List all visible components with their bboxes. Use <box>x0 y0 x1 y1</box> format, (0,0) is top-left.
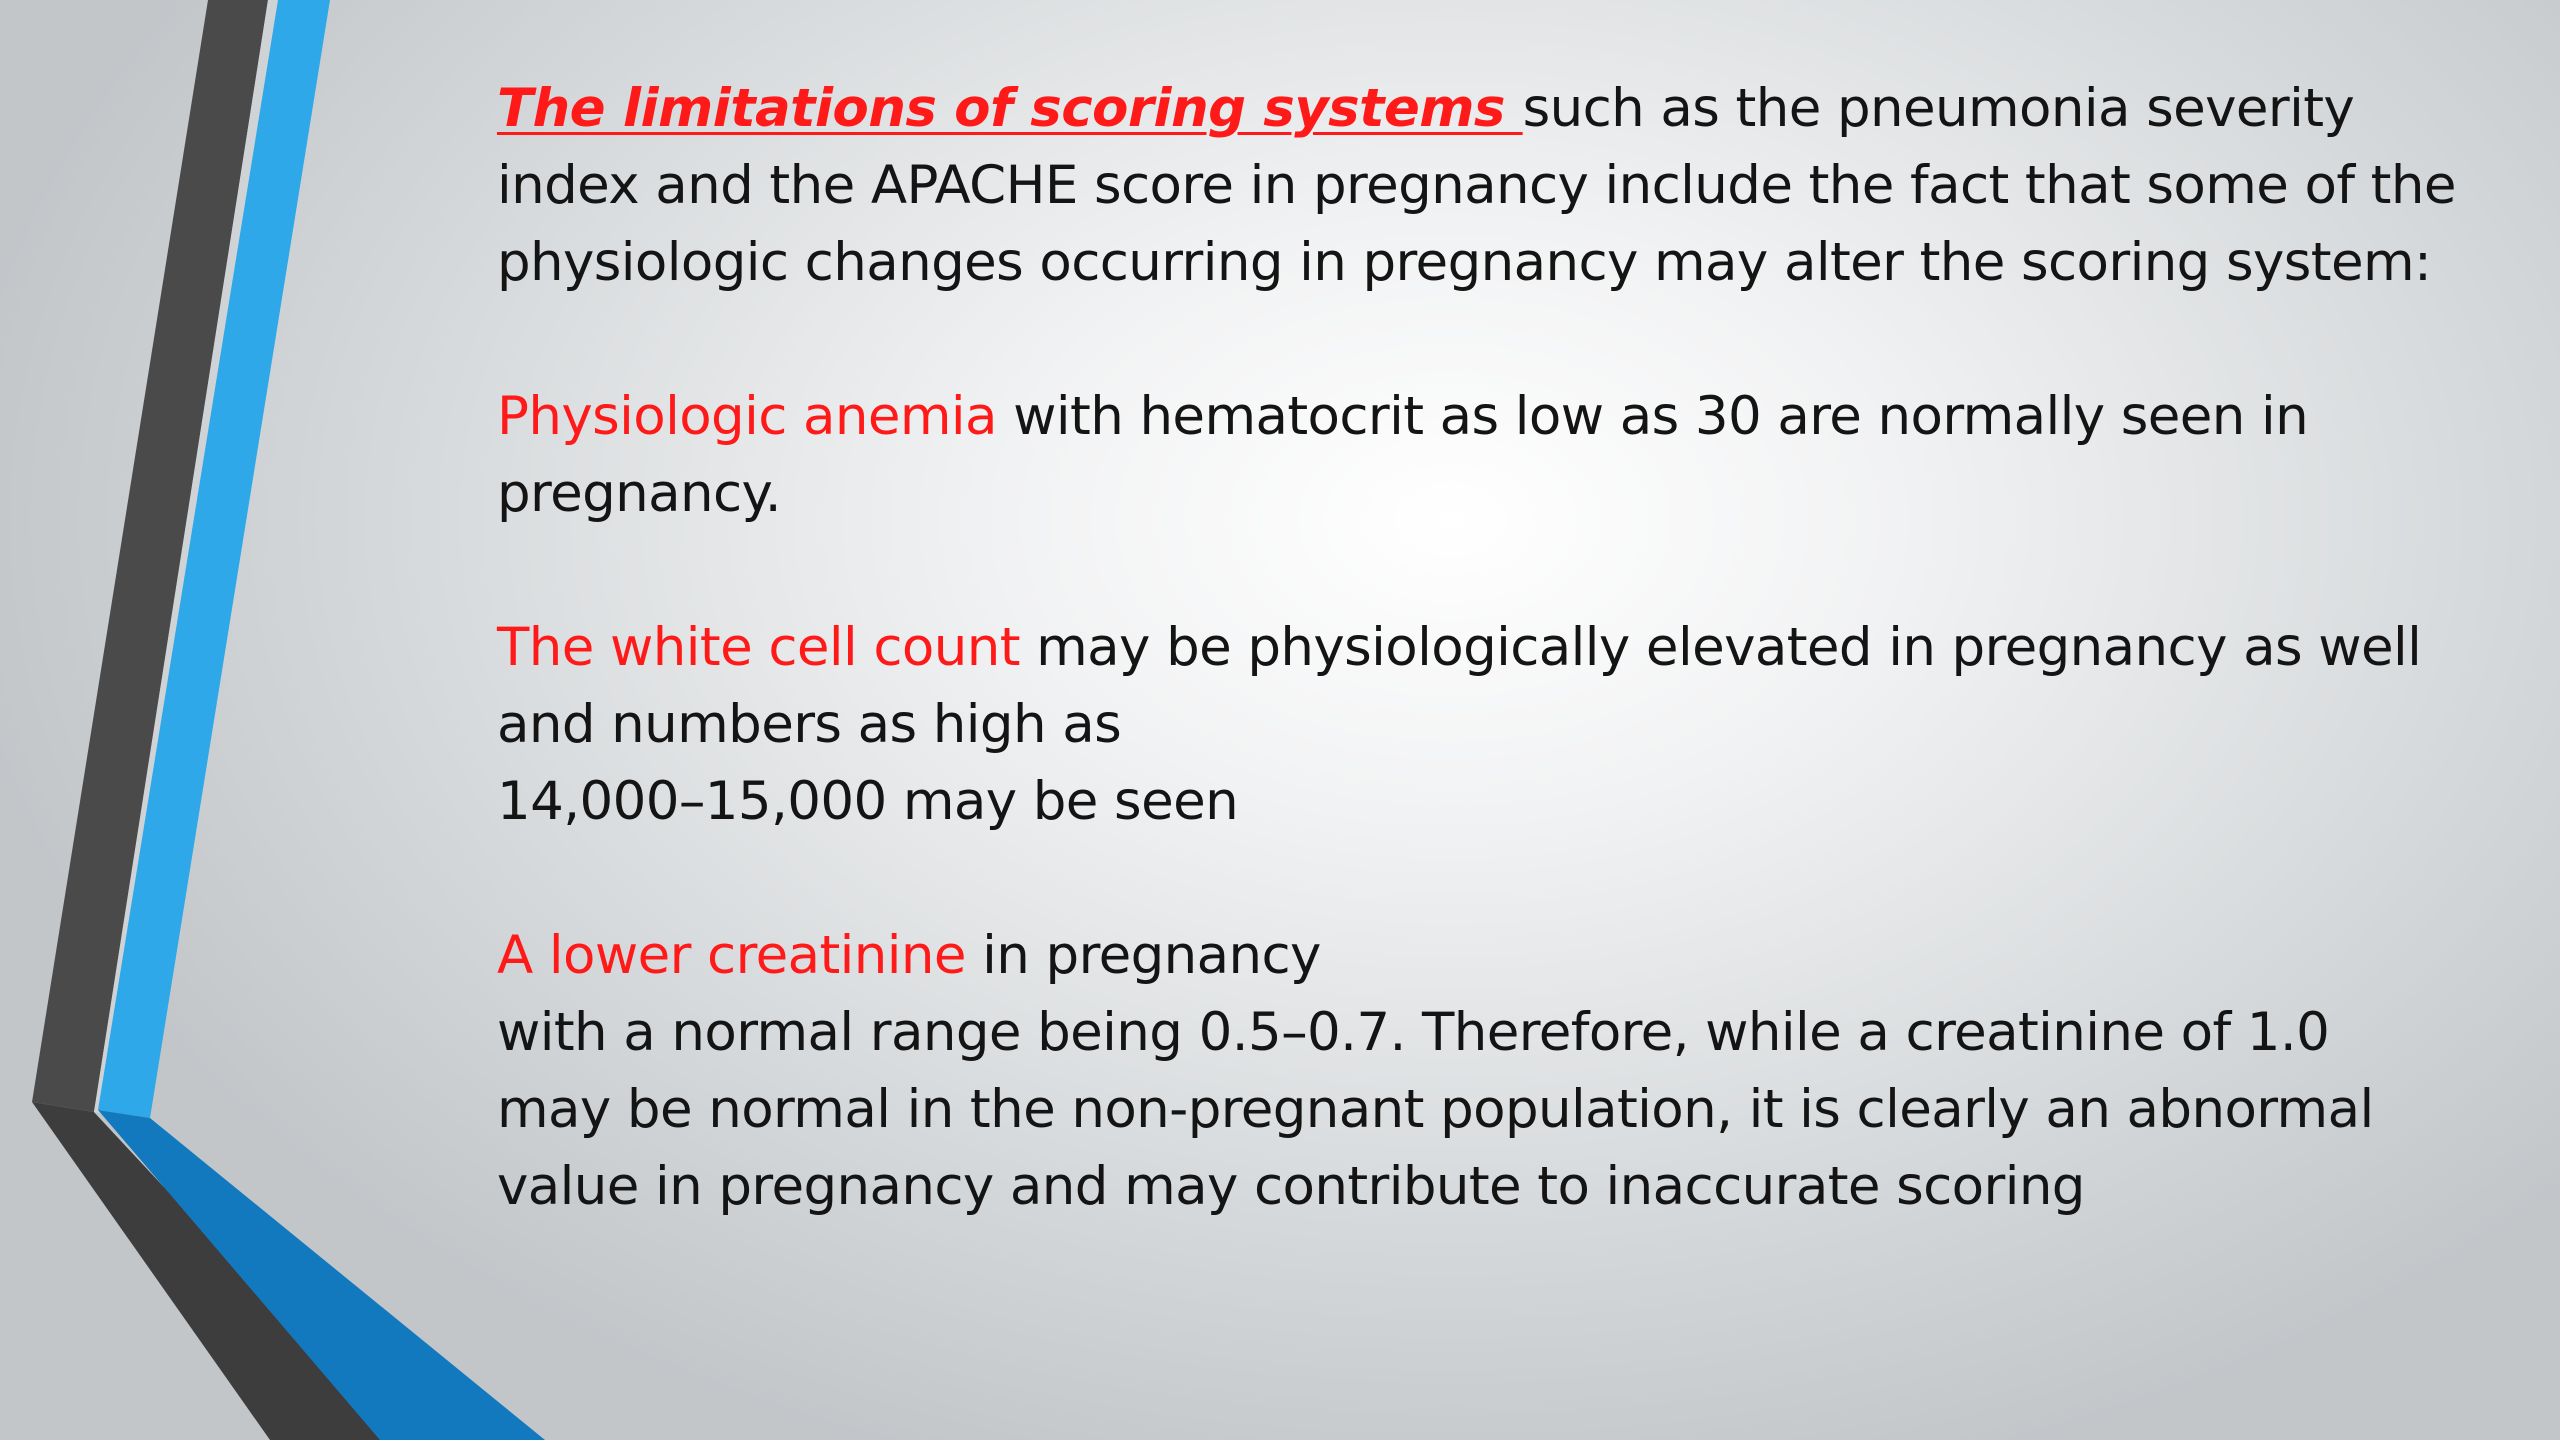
term-highlight: A lower creatinine <box>497 925 966 986</box>
paragraph-line <box>497 609 2457 763</box>
paragraph-anemia <box>497 378 2457 532</box>
heading-highlight: The limitations of scoring systems <box>497 78 1523 139</box>
paragraph-line: 14,000–15,000 may be seen <box>497 771 1239 832</box>
paragraph-text: may be physiologically elevated in pregnancy as well and numbers as high as <box>497 617 2422 755</box>
paragraph-line: with a normal range being 0.5–0.7. Therefore, while a creatinine of 1.0 may be normal in the non-pregnant population, it is clearly an abnormal value in pregnancy and may contribute to inaccurate scoring <box>497 1002 2374 1217</box>
slide-body <box>497 70 2457 1225</box>
term-highlight: Physiologic anemia <box>497 386 997 447</box>
paragraph-text: with hematocrit as low as 30 are normally seen in pregnancy. <box>497 386 2309 524</box>
term-highlight: The white cell count <box>497 617 1020 678</box>
paragraph-text: such as the pneumonia severity index and the APACHE score in pregnancy include the fact that some of the physiologic changes occurring in pregnancy may alter the scoring system: <box>497 78 2456 293</box>
paragraph-creatinine <box>497 917 2457 1225</box>
paragraph-line <box>497 917 2457 994</box>
paragraph-scoring-limitations <box>497 70 2457 301</box>
paragraph-text: in pregnancy <box>965 925 1321 986</box>
paragraph-white-cell-count <box>497 609 2457 840</box>
